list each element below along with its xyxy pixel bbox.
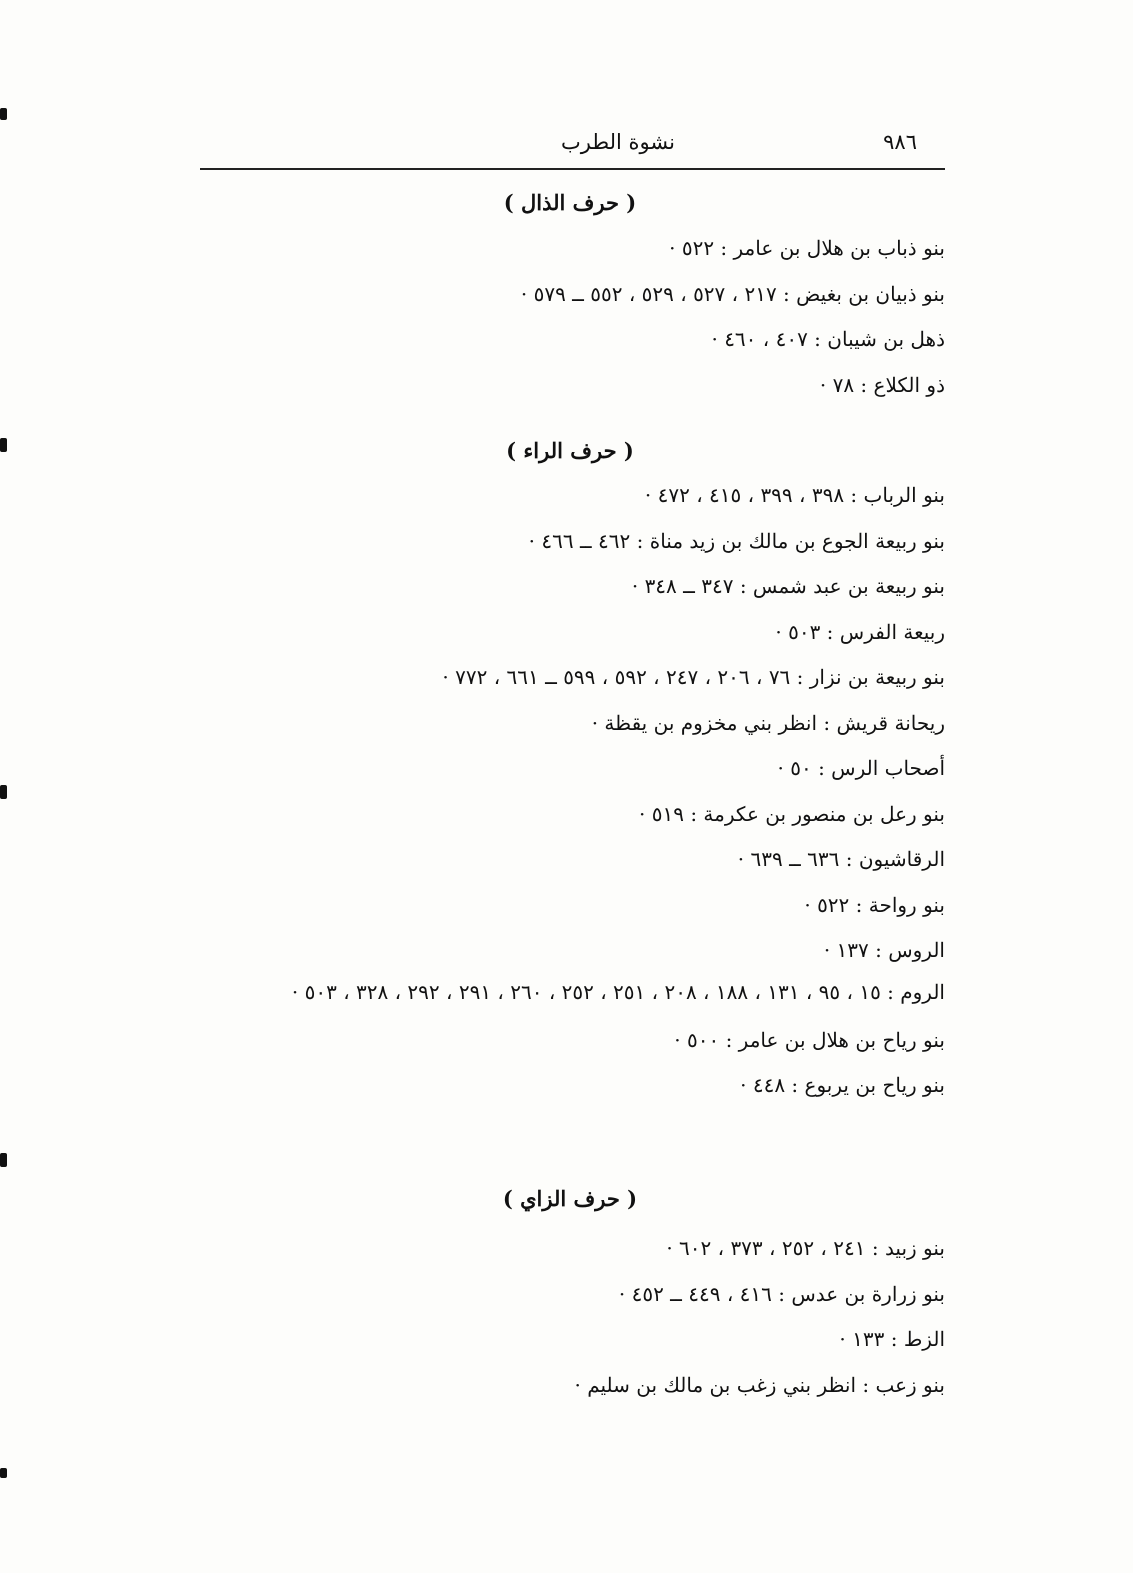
index-entry: بنو رعل بن منصور بن عكرمة : ٥١٩ · <box>639 801 945 826</box>
header-title: نشوة الطرب <box>561 130 675 154</box>
section-heading-dhal: ( حرف الذال ) <box>503 190 637 215</box>
running-header <box>200 128 945 170</box>
index-entry: ريحانة قريش : انظر بني مخزوم بن يقظة · <box>591 710 945 735</box>
index-entry: الرقاشيون : ٦٣٦ ــ ٦٣٩ · <box>737 847 945 871</box>
page-number: ٩٨٦ <box>883 130 917 154</box>
index-entry: بنو ذباب بن هلال بن عامر : ٥٢٢ · <box>669 236 945 260</box>
index-entry: بنو ربيعة الجوع بن مالك بن زيد مناة : ٤٦٢ ــ ٤٦٦ · <box>528 528 945 553</box>
scan-edge-mark <box>0 785 7 799</box>
entry-list-dhal <box>185 226 945 408</box>
index-entry: بنو ربيعة بن نزار : ٧٦ ، ٢٠٦ ، ٢٤٧ ، ٥٩٢ ، ٥٩٩ ــ ٦٦١ ، ٧٧٢ · <box>442 665 945 689</box>
section-heading-ra: ( حرف الراء ) <box>506 438 634 463</box>
index-entry: ذو الكلاع : ٧٨ · <box>819 372 945 397</box>
index-entry: بنو رياح بن يربوع : ٤٤٨ · <box>740 1073 945 1097</box>
index-entry: بنو الرباب : ٣٩٨ ، ٣٩٩ ، ٤١٥ ، ٤٧٢ · <box>644 483 945 507</box>
index-entry: بنو ربيعة بن عبد شمس : ٣٤٧ ــ ٣٤٨ · <box>631 574 945 598</box>
index-entry: الروس : ١٣٧ · <box>823 938 945 962</box>
section-heading-zay: ( حرف الزاي ) <box>502 1186 638 1211</box>
entry-list-zay <box>185 1226 945 1408</box>
scan-edge-mark <box>0 108 7 120</box>
index-entry: بنو زرارة بن عدس : ٤١٦ ، ٤٤٩ ــ ٤٥٢ · <box>618 1281 945 1306</box>
index-entry: بنو رياح بن هلال بن عامر : ٥٠٠ · <box>674 1027 945 1052</box>
index-entry: بنو زبيد : ٢٤١ ، ٢٥٢ ، ٣٧٣ ، ٦٠٢ · <box>666 1236 945 1260</box>
scan-edge-mark <box>0 438 7 452</box>
index-entry: الزط : ١٣٣ · <box>839 1327 945 1351</box>
index-entry: بنو رواحة : ٥٢٢ · <box>804 892 945 917</box>
index-entry: ذهل بن شيبان : ٤٠٧ ، ٤٦٠ · <box>711 327 945 351</box>
index-entry: بنو زعب : انظر بني زغب بن مالك بن سليم · <box>574 1372 945 1397</box>
index-entry: الروم : ١٥ ، ٩٥ ، ١٣١ ، ١٨٨ ، ٢٠٨ ، ٢٥١ ، ٢٥٢ ، ٢٦٠ ، ٢٩١ ، ٢٩٢ ، ٣٢٨ ، ٥٠٣ · <box>291 979 945 1004</box>
scan-edge-mark <box>0 1153 7 1167</box>
scan-edge-mark <box>0 1468 7 1478</box>
index-entry: أصحاب الرس : ٥٠ · <box>777 756 945 780</box>
index-entry: بنو ذبيان بن بغيض : ٢١٧ ، ٥٢٧ ، ٥٢٩ ، ٥٥٢ ــ ٥٧٩ · <box>520 281 945 306</box>
entry-list-ra <box>185 473 945 1109</box>
index-entry: ربيعة الفرس : ٥٠٣ · <box>775 619 945 644</box>
